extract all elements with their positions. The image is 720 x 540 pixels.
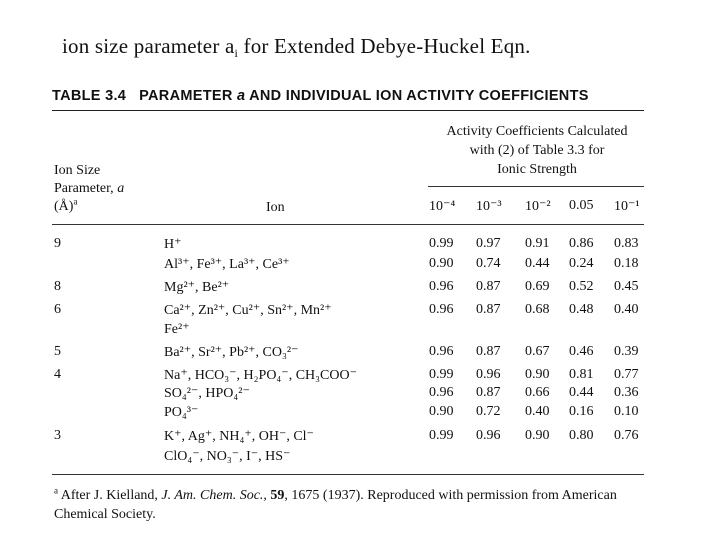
coefficient-cell: 0.67 bbox=[525, 344, 550, 359]
ion-cell: Ca²⁺, Zn²⁺, Cu²⁺, Sn²⁺, Mn²⁺ bbox=[164, 303, 332, 318]
coefficient-cell: 0.97 bbox=[476, 236, 501, 251]
coefficient-cell: 0.87 bbox=[476, 385, 501, 400]
ion-cell: ClO₄⁻, NO₃⁻, I⁻, HS⁻ bbox=[164, 449, 291, 464]
slide-title: ion size parameter $a_i$ for Extended Debye-Huckel Eqn. bbox=[62, 34, 531, 60]
ion-size-cell: 5 bbox=[54, 344, 61, 359]
ion-cell: Fe²⁺ bbox=[164, 322, 190, 337]
ion-size-cell: 9 bbox=[54, 236, 61, 251]
ion-header: Ion bbox=[266, 200, 285, 215]
coefficient-cell: 0.86 bbox=[569, 236, 594, 251]
coefficient-cell: 0.40 bbox=[525, 404, 550, 419]
coefficient-cell: 0.90 bbox=[525, 367, 550, 382]
coefficient-cell: 0.99 bbox=[429, 428, 454, 443]
ion-cell: PO₄³⁻ bbox=[164, 405, 199, 420]
table-top-rule bbox=[52, 110, 644, 111]
coefficient-cell: 0.24 bbox=[569, 256, 594, 271]
ion-cell: SO₄²⁻, HPO₄²⁻ bbox=[164, 386, 250, 401]
ionic-strength-header: 0.05 bbox=[569, 198, 594, 213]
ion-size-cell: 4 bbox=[54, 367, 61, 382]
ion-size-cell: 6 bbox=[54, 302, 61, 317]
coefficient-cell: 0.96 bbox=[429, 302, 454, 317]
coefficient-cell: 0.80 bbox=[569, 428, 594, 443]
coefficient-cell: 0.96 bbox=[476, 367, 501, 382]
coefficient-cell: 0.91 bbox=[525, 236, 550, 251]
coefficient-cell: 0.36 bbox=[614, 385, 639, 400]
param-header: Ion Size Parameter, a (Å)$^a$ bbox=[54, 163, 125, 214]
coefficient-cell: 0.40 bbox=[614, 302, 639, 317]
coefficient-cell: 0.76 bbox=[614, 428, 639, 443]
ion-cell: Al³⁺, Fe³⁺, La³⁺, Ce³⁺ bbox=[164, 257, 290, 272]
coefficient-cell: 0.99 bbox=[429, 236, 454, 251]
coefficient-cell: 0.96 bbox=[429, 279, 454, 294]
coefficient-cell: 0.74 bbox=[476, 256, 501, 271]
coefficient-cell: 0.44 bbox=[569, 385, 594, 400]
coefficient-cell: 0.39 bbox=[614, 344, 639, 359]
coefficient-cell: 0.81 bbox=[569, 367, 594, 382]
coefficient-cell: 0.72 bbox=[476, 404, 501, 419]
coefficient-cell: 0.77 bbox=[614, 367, 639, 382]
table-footnote: $^a$ After J. Kielland, J. Am. Chem. Soc., 59, 1675 (1937). Reproduced with permission from American Chemical Society. bbox=[54, 485, 617, 522]
ionic-strength-header: 10⁻¹ bbox=[614, 199, 640, 214]
coefficient-cell: 0.87 bbox=[476, 279, 501, 294]
coefficient-cell: 0.99 bbox=[429, 367, 454, 382]
coefficient-cell: 0.48 bbox=[569, 302, 594, 317]
ion-cell: K⁺, Ag⁺, NH₄⁺, OH⁻, Cl⁻ bbox=[164, 429, 314, 444]
coefficient-cell: 0.87 bbox=[476, 302, 501, 317]
ion-cell: Ba²⁺, Sr²⁺, Pb²⁺, CO₃²⁻ bbox=[164, 345, 299, 360]
coefficient-cell: 0.45 bbox=[614, 279, 639, 294]
coefficient-cell: 0.87 bbox=[476, 344, 501, 359]
coefficient-cell: 0.69 bbox=[525, 279, 550, 294]
coefficient-cell: 0.18 bbox=[614, 256, 639, 271]
ion-size-cell: 8 bbox=[54, 279, 61, 294]
group-header-rule bbox=[428, 186, 644, 187]
coefficient-cell: 0.16 bbox=[569, 404, 594, 419]
coefficient-cell: 0.83 bbox=[614, 236, 639, 251]
ionic-strength-header: 10⁻⁴ bbox=[429, 199, 456, 214]
coefficient-cell: 0.90 bbox=[429, 404, 454, 419]
ion-cell: H⁺ bbox=[164, 237, 182, 252]
ion-cell: Mg²⁺, Be²⁺ bbox=[164, 280, 230, 295]
coefficient-cell: 0.52 bbox=[569, 279, 594, 294]
coefficient-cell: 0.68 bbox=[525, 302, 550, 317]
coefficient-cell: 0.66 bbox=[525, 385, 550, 400]
ionic-strength-header: 10⁻³ bbox=[476, 199, 502, 214]
coefficient-cell: 0.96 bbox=[429, 344, 454, 359]
ion-cell: Na⁺, HCO₃⁻, H₂PO₄⁻, CH₃COO⁻ bbox=[164, 368, 357, 383]
group-header: Activity Coefficients Calculated with (2) of Table 3.3 for Ionic Strength bbox=[446, 124, 628, 177]
ion-size-cell: 3 bbox=[54, 428, 61, 443]
coefficient-cell: 0.90 bbox=[429, 256, 454, 271]
header-rule bbox=[52, 224, 644, 225]
coefficient-cell: 0.96 bbox=[429, 385, 454, 400]
coefficient-cell: 0.46 bbox=[569, 344, 594, 359]
coefficient-cell: 0.10 bbox=[614, 404, 639, 419]
table-caption: TABLE 3.4 PARAMETER a AND INDIVIDUAL ION ACTIVITY COEFFICIENTS bbox=[52, 88, 589, 104]
coefficient-cell: 0.90 bbox=[525, 428, 550, 443]
table-bottom-rule bbox=[52, 474, 644, 475]
coefficient-cell: 0.96 bbox=[476, 428, 501, 443]
coefficient-cell: 0.44 bbox=[525, 256, 550, 271]
ionic-strength-header: 10⁻² bbox=[525, 199, 551, 214]
